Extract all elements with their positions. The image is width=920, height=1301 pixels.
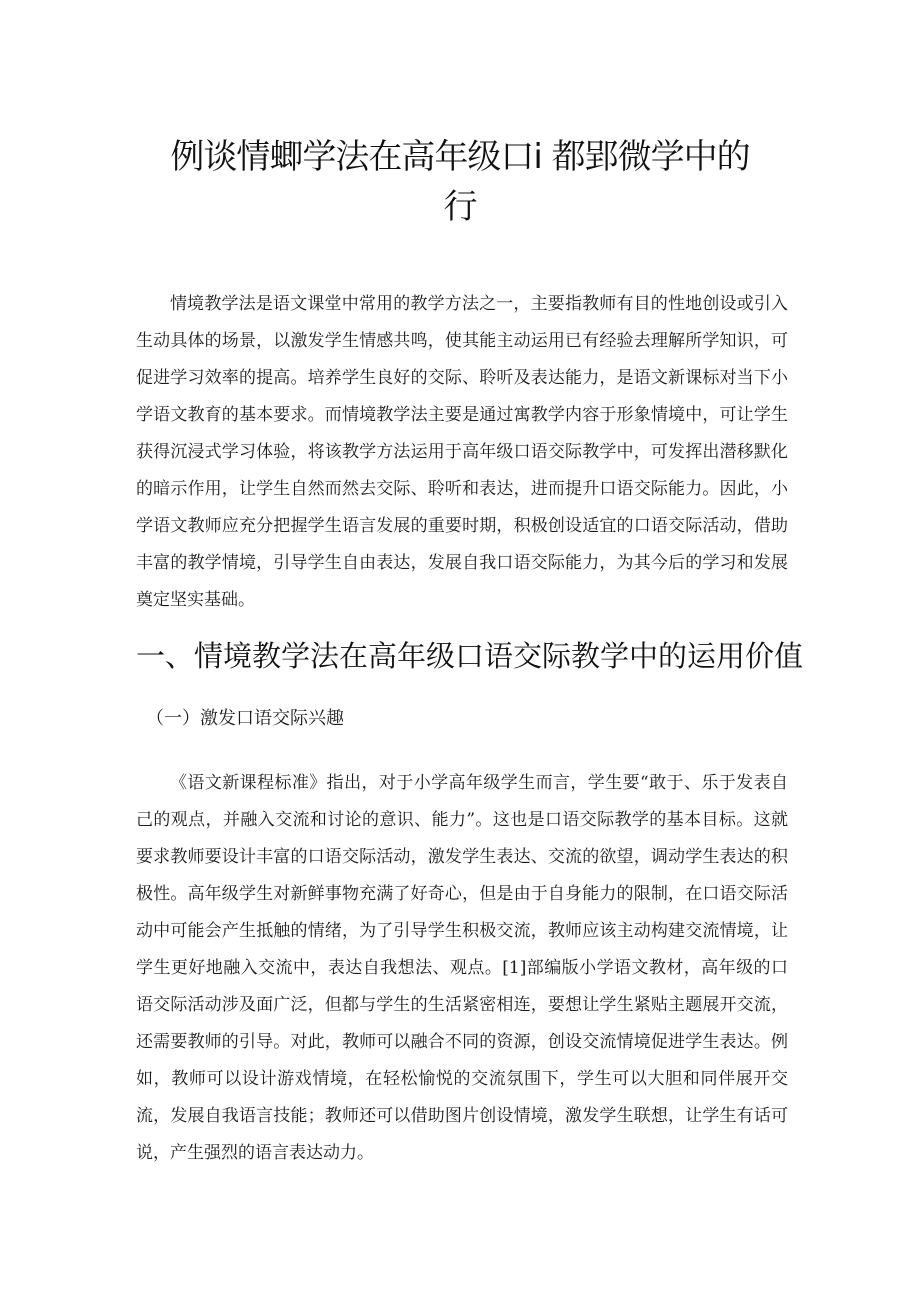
section-heading-1: 一、情境教学法在高年级口语交际教学中的运用价值 bbox=[136, 639, 804, 673]
subsection-paragraph-1: 《语文新课程标准》指出，对于小学高年级学生而言，学生要“敢于、乐于发表自己的观点，并融入交流和讨论的意识、能力”。这也是口语交际教学的基本目标。这就要求教师要设计丰富的口语交际活动，激发学生表达、交流的欲望，调动学生表达的积极性。高年级学生对新鲜事物充满了好奇心，但是由于自身能力的限制，在口语交际活动中可能会产生抵触的情绪，为了引导学生积极交流，教师应该主动构建交流情境，让学生更好地融入交流中，表达自我想法、观点。[1]部编版小学语文教材，高年级的口语交际活动涉及面广泛，但都与学生的生活紧密相连，要想让学生紧贴主题展开交流，还需要教师的引导。对此，教师可以融合不同的资源，创设交流情境促进学生表达。例如，教师可以设计游戏情境，在轻松愉悦的交流氛围下，学生可以大胆和同伴展开交流，发展自我语言技能；教师还可以借助图片创设情境，激发学生联想，让学生有话可说，产生强烈的语言表达动力。 bbox=[136, 773, 788, 1163]
document-title-line-1: 例谈情蝍学法在高年级口i 都郢微学中的 bbox=[170, 137, 750, 177]
subsection-heading-1: （一）激发口语交际兴趣 bbox=[146, 708, 344, 729]
intro-paragraph: 情境教学法是语文课堂中常用的教学方法之一，主要指教师有目的性地创设或引入生动具体的场景，以激发学生情感共鸣，使其能主动运用已有经验去理解所学知识，可促进学习效率的提高。培养学生良好的交际、聆听及表达能力，是语文新课标对当下小学语文教育的基本要求。而情境教学法主要是通过寓教学内容于形象情境中，可让学生获得沉浸式学习体验，将该教学方法运用于高年级口语交际教学中，可发挥出潜移默化的暗示作用，让学生自然而然去交际、聆听和表达，进而提升口语交际能力。因此，小学语文教师应充分把握学生语言发展的重要时期，积极创设适宜的口语交际活动，借助丰富的教学情境，引导学生自由表达，发展自我口语交际能力，为其今后的学习和发展奠定坚实基础。 bbox=[136, 294, 788, 610]
document-title-line-2: 行 bbox=[443, 187, 477, 227]
